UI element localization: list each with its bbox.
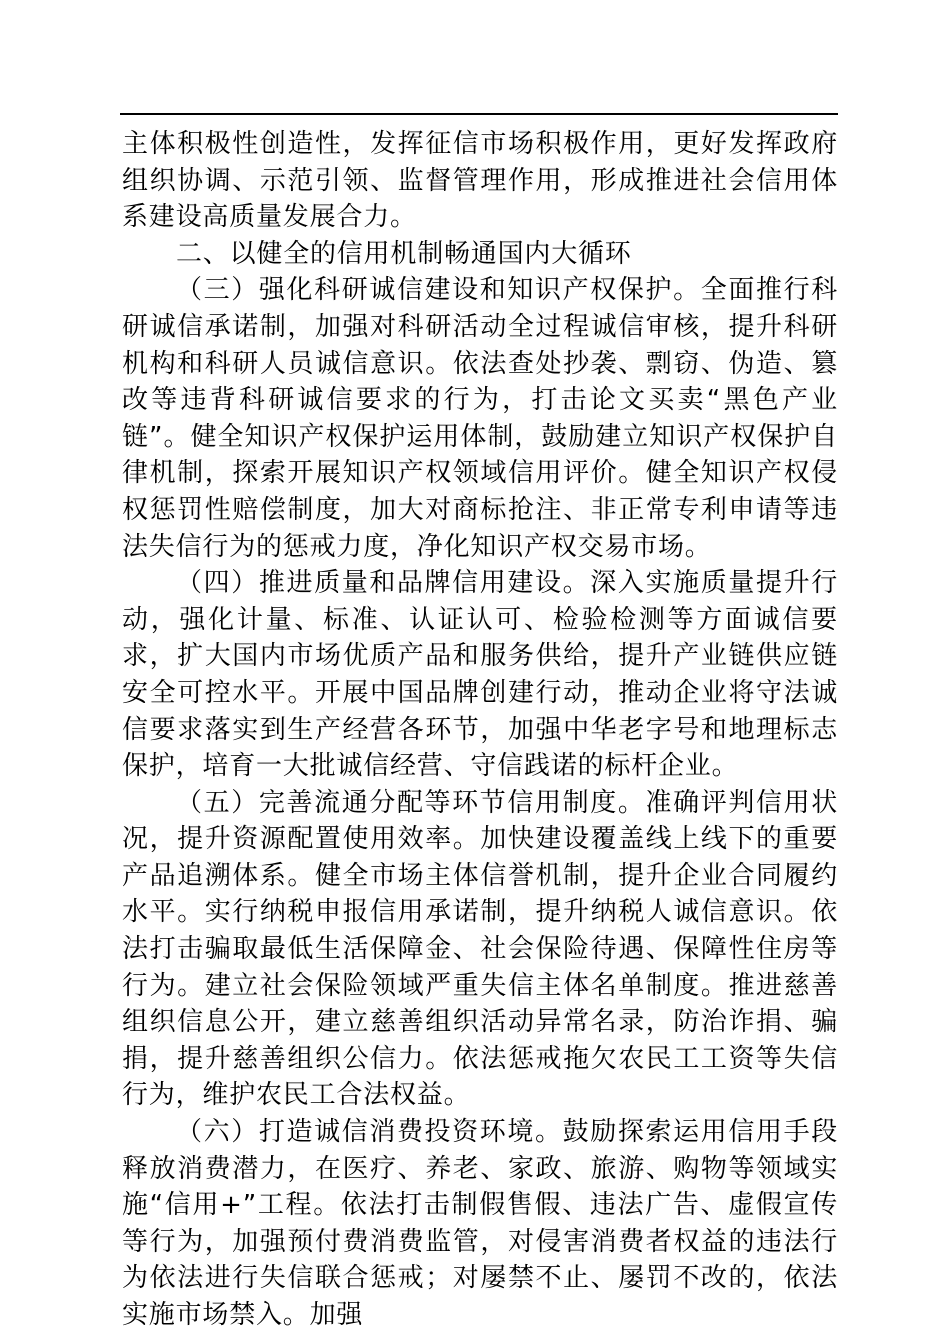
paragraph-item-4: （四）推进质量和品牌信用建设。深入实施质量提升行动，强化计量、标准、认证认可、检验检测等方面诚信要求，扩大国内市场优质产品和服务供给，提升产业链供应链安全可控水平。开展中国品牌创建行动，推动企业将守法诚信要求落实到生产经营各环节，加强中华老字号和地理标志保护，培育一大批诚信经营、守信践诺的标杆企业。 [122,568,838,782]
paragraph-continuation: 主体积极性创造性，发挥征信市场积极作用，更好发挥政府组织协调、示范引领、监督管理作用，形成推进社会信用体系建设高质量发展合力。 [122,129,838,233]
document-body [122,126,838,1334]
paragraph-item-5: （五）完善流通分配等环节信用制度。准确评判信用状况，提升资源配置使用效率。加快建设覆盖线上线下的重要产品追溯体系。健全市场主体信誉机制，提升企业合同履约水平。实行纳税申报信用承诺制，提升纳税人诚信意识。依法打击骗取最低生活保障金、社会保险待遇、保障性住房等行为。建立社会保险领域严重失信主体名单制度。推进慈善组织信息公开，建立慈善组织活动异常名录，防治诈捐、骗捐，提升慈善组织公信力。依法惩戒拖欠农民工工资等失信行为，维护农民工合法权益。 [122,787,838,1111]
paragraph-item-6: （六）打造诚信消费投资环境。鼓励探索运用信用手段释放消费潜力，在医疗、养老、家政、旅游、购物等领域实施“信用+”工程。依法打击制假售假、违法广告、虚假宣传等行为，加强预付费消费监管，对侵害消费者权益的违法行为依法进行失信联合惩戒；对屡禁不止、屡罚不改的，依法实施市场禁入。加强 [122,1117,838,1330]
header-rule [120,113,838,115]
paragraph-item-3: （三）强化科研诚信建设和知识产权保护。全面推行科研诚信承诺制，加强对科研活动全过程诚信审核，提升科研机构和科研人员诚信意识。依法查处抄袭、剽窃、伪造、篡改等违背科研诚信要求的行为，打击论文买卖“黑色产业链”。健全知识产权保护运用体制，鼓励建立知识产权保护自律机制，探索开展知识产权领域信用评价。健全知识产权侵权惩罚性赔偿制度，加大对商标抢注、非正常专利申请等违法失信行为的惩戒力度，净化知识产权交易市场。 [122,275,838,562]
section-heading: 二、以健全的信用机制畅通国内大循环 [176,238,632,269]
